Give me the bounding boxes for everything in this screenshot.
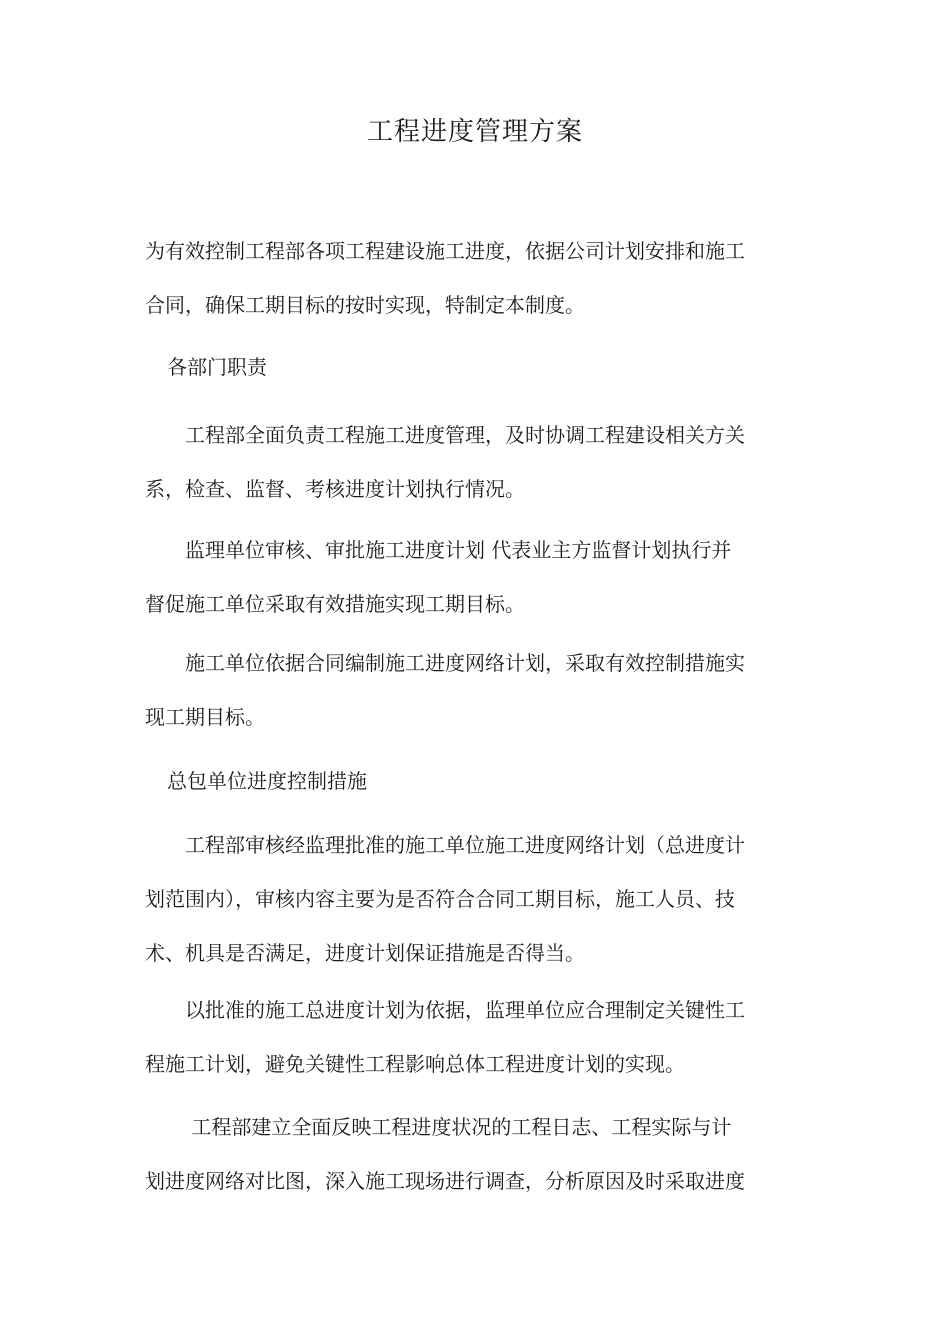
section-heading-contractor-measures: 总包单位进度控制措施 bbox=[167, 769, 367, 793]
paragraph-line: 系，检查、监督、考核进度计划执行情况。 bbox=[145, 477, 525, 501]
paragraph-line: 划进度网络对比图，深入施工现场进行调查，分析原因及时采取进度 bbox=[145, 1169, 745, 1193]
paragraph-line: 督促施工单位采取有效措施实现工期目标。 bbox=[145, 592, 525, 616]
paragraph-line: 程施工计划，避免关键性工程影响总体工程进度计划的实现。 bbox=[145, 1052, 685, 1076]
paragraph-line: 合同，确保工期目标的按时实现，特制定本制度。 bbox=[145, 293, 585, 317]
paragraph-line: 施工单位依据合同编制施工进度网络计划，采取有效控制措施实 bbox=[145, 651, 745, 675]
paragraph-supervision-unit bbox=[145, 523, 810, 631]
paragraph-progress-log bbox=[145, 1100, 810, 1208]
paragraph-line: 划范围内），审核内容主要为是否符合合同工期目标，施工人员、技 bbox=[145, 887, 735, 911]
section-heading-departments: 各部门职责 bbox=[167, 355, 267, 379]
paragraph-line: 工程部审核经监理批准的施工单位施工进度网络计划（总进度计 bbox=[145, 833, 745, 857]
intro-paragraph bbox=[145, 224, 810, 332]
document-title: 工程进度管理方案 bbox=[366, 117, 583, 147]
paragraph-construction-unit bbox=[145, 636, 810, 744]
paragraph-key-works-plan bbox=[145, 983, 810, 1091]
paragraph-line: 术、机具是否满足，进度计划保证措施是否得当。 bbox=[145, 941, 585, 965]
paragraph-line: 为有效控制工程部各项工程建设施工进度，依据公司计划安排和施工 bbox=[145, 239, 745, 263]
paragraph-review-plan bbox=[145, 818, 810, 980]
paragraph-line: 监理单位审核、审批施工进度计划 代表业主方监督计划执行并 bbox=[145, 538, 732, 562]
paragraph-line: 工程部全面负责工程施工进度管理，及时协调工程建设相关方关 bbox=[145, 423, 745, 447]
paragraph-line: 工程部建立全面反映工程进度状况的工程日志、工程实际与计 bbox=[145, 1115, 732, 1139]
paragraph-engineering-dept bbox=[145, 408, 810, 516]
paragraph-line: 以批准的施工总进度计划为依据，监理单位应合理制定关键性工 bbox=[145, 998, 745, 1022]
paragraph-line: 现工期目标。 bbox=[145, 705, 265, 729]
